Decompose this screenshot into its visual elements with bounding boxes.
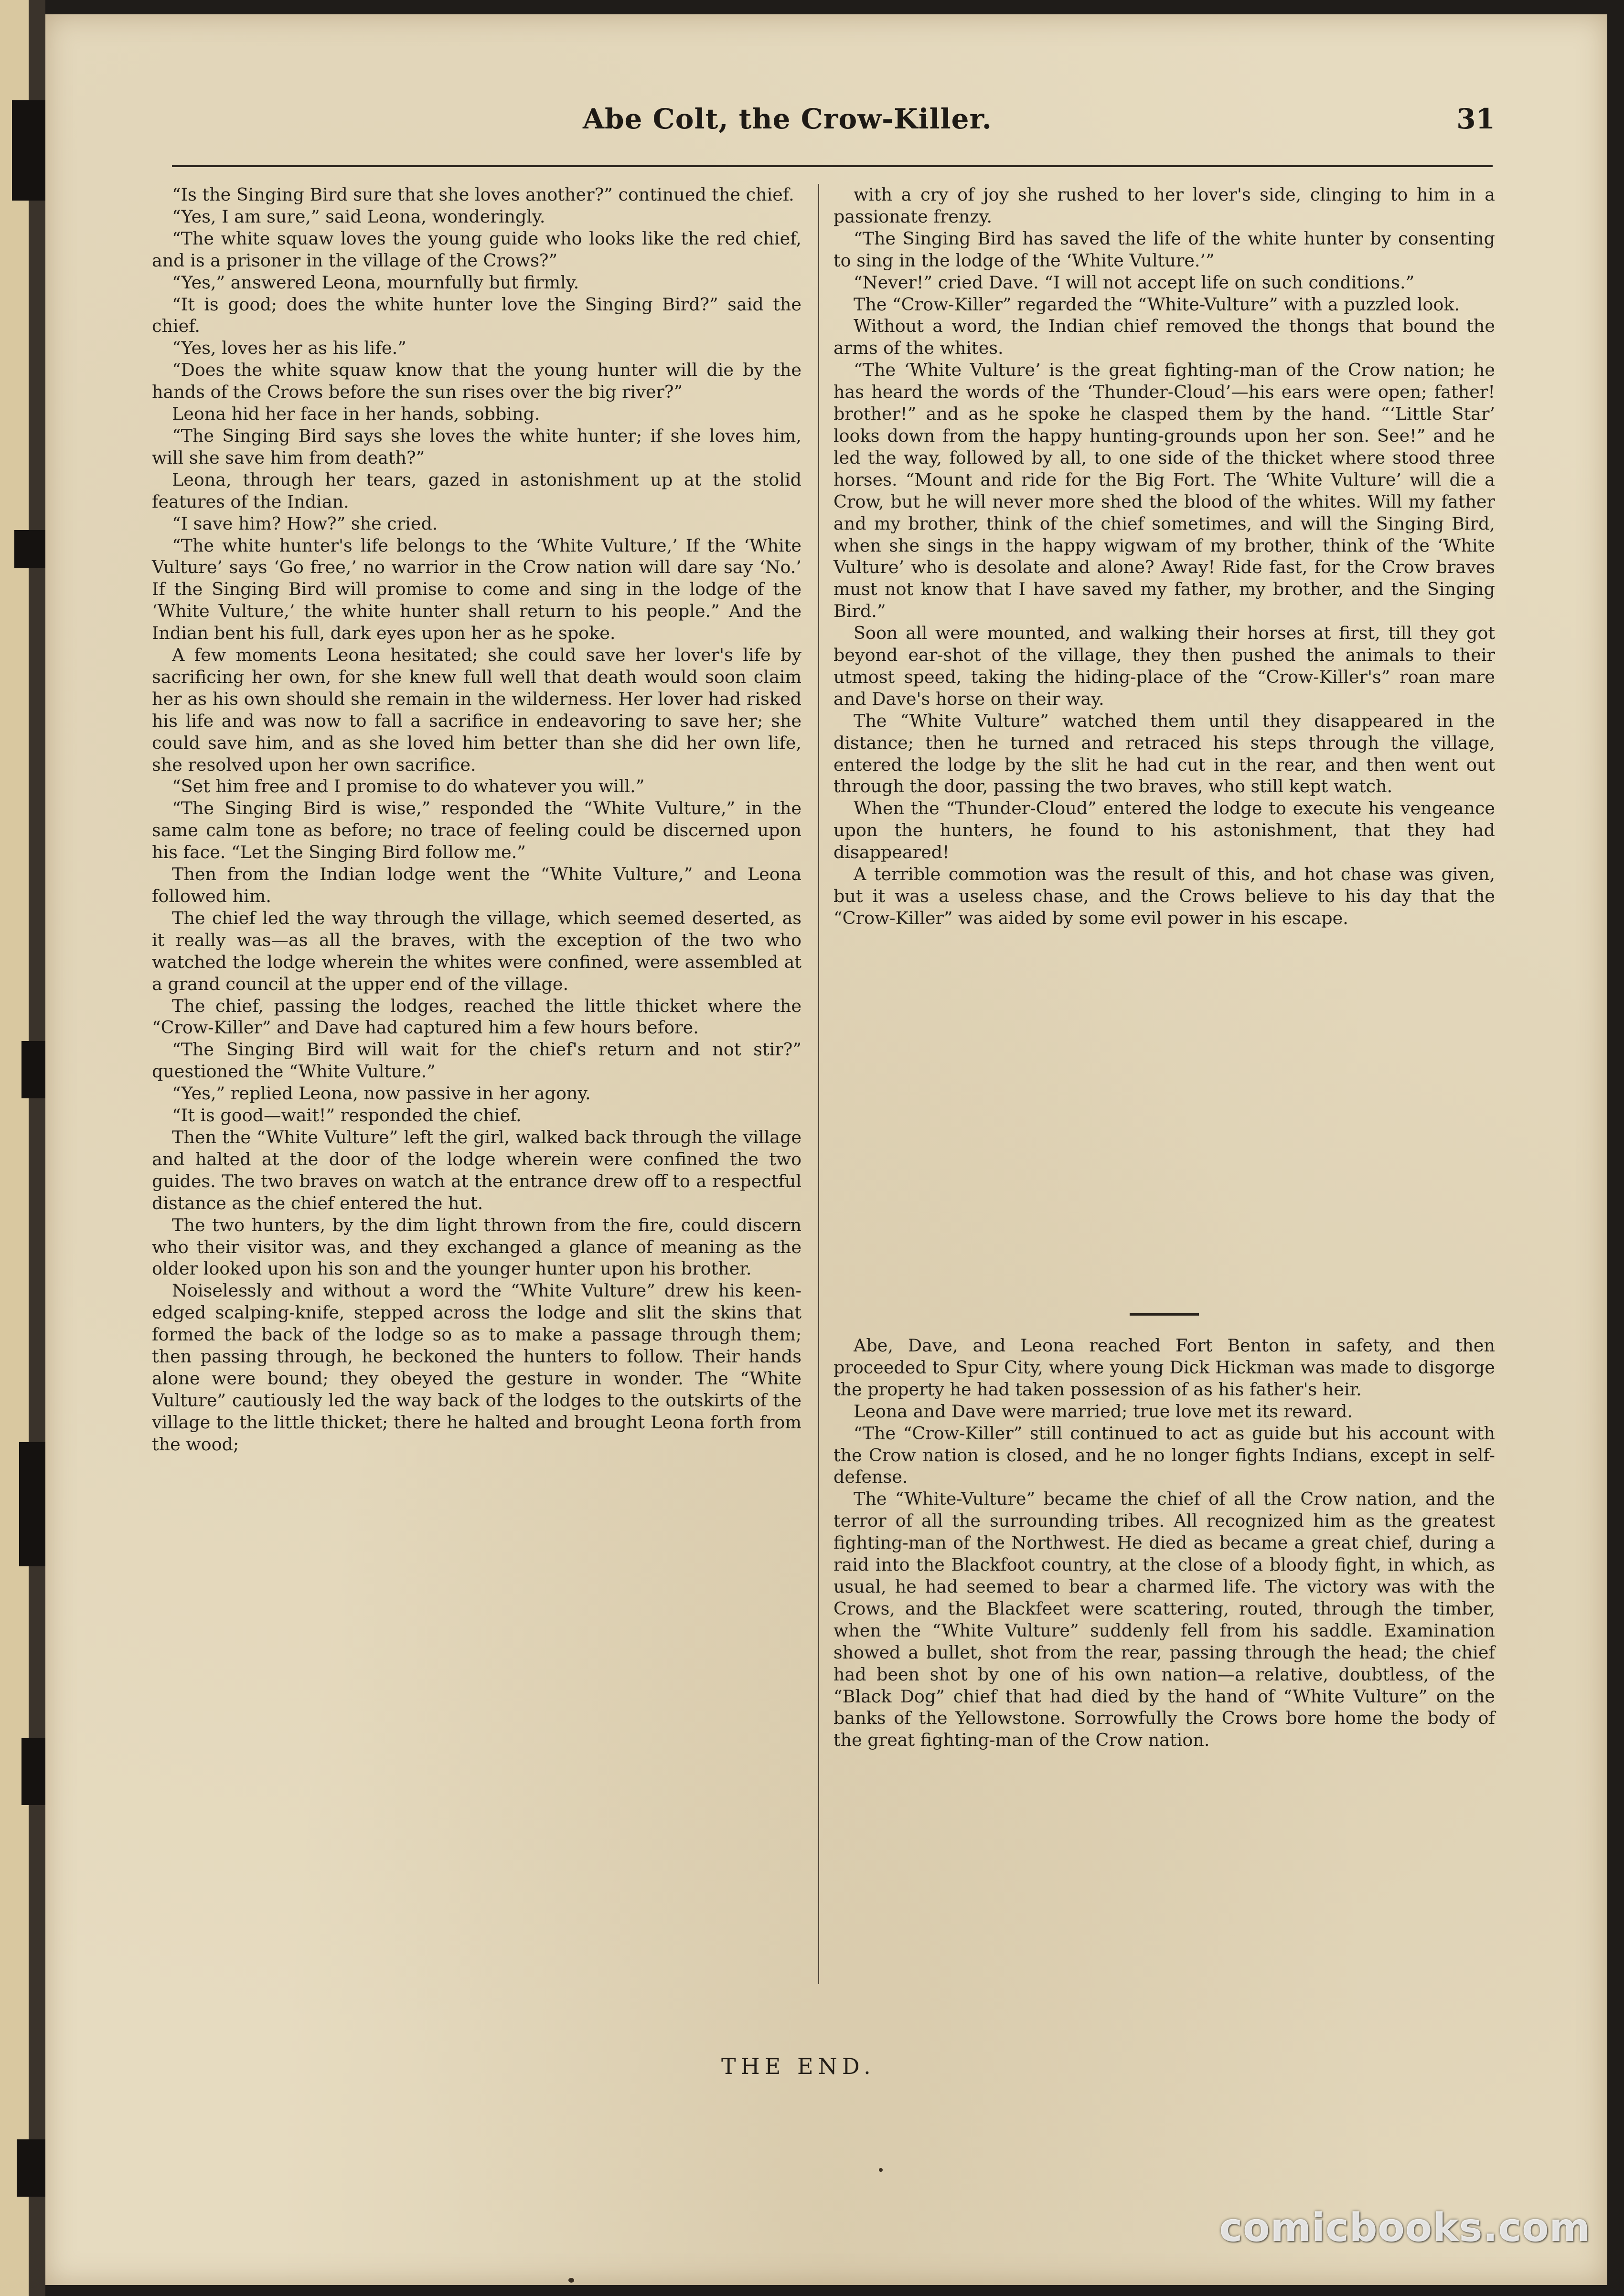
paragraph: “Yes,” replied Leona, now passive in her agony.	[172, 1083, 591, 1104]
binding-stain	[14, 530, 48, 568]
paragraph: “Yes, loves her as his life.”	[172, 338, 406, 359]
site-watermark: comicbooks.com	[1219, 2205, 1591, 2251]
paragraph: Abe, Dave, and Leona reached Fort Benton in safety, and then proceeded to Spur City, where young Dick Hickman was made to disgorge the property he had taken possession of as his father's heir.	[833, 1335, 1495, 1400]
the-end-label: THE END.	[721, 2053, 876, 2079]
paragraph: “I save him? How?” she cried.	[172, 513, 438, 534]
paragraph: Noiselessly and without a word the “White Vulture” drew his keen-edged scalping-knife, stepped across the lodge and slit the skins that formed the back of the lodge so as to make a passage through them; then passing through, he beckoned the hunters to follow. Their hands alone were bound; they obeyed the gesture in wonder. The “White Vulture” cautiously led the way back of the lodges to the outskirts of the village to the little thicket; there he halted and brought Leona forth from the wood;	[152, 1280, 801, 1455]
paragraph: “The Singing Bird is wise,” responded the “White Vulture,” in the same calm tone as before; no trace of feeling could be discerned upon his face. “Let the Singing Bird follow me.”	[152, 798, 801, 863]
paragraph: “The Singing Bird has saved the life of the white hunter by consenting to sing in the lodge of the ‘White Vulture.’”	[833, 228, 1495, 271]
running-title: Abe Colt, the Crow-Killer.	[583, 103, 993, 135]
paragraph: “The white hunter's life belongs to the ‘White Vulture,’ If the ‘White Vulture’ says ‘Go free,’ no warrior in the Crow nation will dare say ‘No.’ If the Singing Bird will promise to come and sing in the lodge of the ‘White Vulture,’ the white hunter shall return to his people.” And the Indian bent his full, dark eyes upon her as he spoke.	[152, 535, 801, 644]
paragraph: The two hunters, by the dim light thrown from the fire, could discern who their visitor was, and they exchanged a glance of meaning as the older looked upon his son and the younger hunter upon his brother.	[152, 1214, 801, 1279]
column-divider	[818, 184, 819, 1984]
facing-page-edge	[0, 0, 29, 2296]
paragraph: “Never!” cried Dave. “I will not accept life on such conditions.”	[854, 272, 1415, 293]
paper-speck	[879, 2168, 883, 2172]
paragraph: When the “Thunder-Cloud” entered the lodge to execute his vengeance upon the hunters, he found to his astonishment, that they had disappeared!	[833, 798, 1495, 863]
paragraph: “It is good; does the white hunter love the Singing Bird?” said the chief.	[152, 294, 801, 337]
paragraph: The chief, passing the lodges, reached the little thicket where the “Crow-Killer” and Dave had captured him a few hours before.	[152, 995, 801, 1038]
paragraph: “Is the Singing Bird sure that she loves another?” continued the chief.	[172, 184, 794, 205]
paragraph: A few moments Leona hesitated; she could save her lover's life by sacrificing her own, for she knew full well that death would soon claim her as his own should she remain in the wilderness. Her lover had risked his life and was now to fall a sacrifice in endeavoring to save her; she could save him, and as she loved him better than she did her own life, she resolved upon her own sacrifice.	[152, 645, 801, 775]
page-number: 31	[1456, 103, 1495, 135]
epilogue-column	[833, 1335, 1495, 1751]
section-divider	[1130, 1313, 1199, 1316]
paragraph: Leona and Dave were married; true love met its reward.	[854, 1401, 1353, 1422]
paragraph: The “White Vulture” watched them until they disappeared in the distance; then he turned and retraced his steps through the village, entered the lodge by the slit he had cut in the rear, and then went out through the door, passing the two braves, who still kept watch.	[833, 710, 1495, 797]
paragraph: “Yes,” answered Leona, mournfully but firmly.	[172, 272, 579, 293]
paragraph: Leona hid her face in her hands, sobbing.	[172, 404, 540, 425]
paragraph: “The “Crow-Killer” still continued to act as guide but his account with the Crow nation is closed, and he no longer fights Indians, except in self-defense.	[833, 1423, 1495, 1488]
paper-speck	[568, 2278, 574, 2283]
paragraph: Leona, through her tears, gazed in astonishment up at the stolid features of the Indian.	[152, 469, 801, 512]
paragraph: The chief led the way through the village, which seemed deserted, as it really was—as all the braves, with the exception of the two who watched the lodge wherein the whites were confined, were assembled at a grand council at the upper end of the village.	[152, 907, 801, 994]
paragraph: “The Singing Bird will wait for the chief's return and not stir?” questioned the “White Vulture.”	[152, 1039, 801, 1082]
page-header	[153, 103, 1495, 141]
paragraph: “It is good—wait!” responded the chief.	[172, 1105, 522, 1126]
paragraph: “The white squaw loves the young guide who looks like the red chief, and is a prisoner in the village of the Crows?”	[152, 228, 801, 271]
paragraph: “The Singing Bird says she loves the white hunter; if she loves him, will she save him from death?”	[152, 425, 801, 468]
left-column	[152, 184, 801, 1456]
paragraph: “The ‘White Vulture’ is the great fighting-man of the Crow nation; he has heard the words of the ‘Thunder-Cloud’—his ears were open; father! brother!” and as he spoke he clasped them by the hand. “‘Little Star’ looks down from the happy hunting-grounds upon her son. See!” and he led the way, followed by all, to one side of the thicket where stood three horses. “Mount and ride for the Big Fort. The ‘White Vulture’ will die a Crow, but he will never more shed the blood of the whites. Will my father and my brother, think of the chief sometimes, and will the Singing Bird, when she sings in the happy wigwam of my brother, think of the ‘White Vulture’ who is desolate and alone? Away! Ride fast, for the Crow braves must not know that I have saved my father, my brother, and the Singing Bird.”	[833, 360, 1495, 622]
paragraph: Then the “White Vulture” left the girl, walked back through the village and halted at the door of the lodge wherein were confined the two guides. The two braves on watch at the entrance drew off to a respectful distance as the chief entered the hut.	[152, 1127, 801, 1213]
paragraph: Soon all were mounted, and walking their horses at first, till they got beyond ear-shot of the village, they then pushed the animals to their utmost speed, taking the hiding-place of the “Crow-Killer's” roan mare and Dave's horse on their way.	[833, 623, 1495, 709]
paragraph: A terrible commotion was the result of this, and hot chase was given, but it was a useless chase, and the Crows believe to his day that the “Crow-Killer” was aided by some evil power in his escape.	[833, 864, 1495, 928]
paragraph: The “White-Vulture” became the chief of all the Crow nation, and the terror of all the surrounding tribes. All recognized him as the greatest fighting-man of the Northwest. He died as became a great chief, during a raid into the Blackfoot country, at the close of a bloody fight, in which, as usual, he had seemed to bear a charmed life. The victory was with the Crows, and the Blackfeet were scattering, routed, through the timber, when the “White Vulture” suddenly fell from his saddle. Examination showed a bullet, shot from the rear, passing through the head; the chief had been shot by one of his own nation—a relative, doubtless, of the “Black Dog” chief that had died by the hand of “White Vulture” on the banks of the Yellowstone. Sorrowfully the Crows bore home the body of the great fighting-man of the Crow nation.	[833, 1488, 1495, 1751]
paragraph: “Yes, I am sure,” said Leona, wonderingly.	[172, 206, 545, 227]
paragraph: Without a word, the Indian chief removed the thongs that bound the arms of the whites.	[833, 316, 1495, 359]
binding-shadow	[29, 0, 45, 2296]
right-column	[833, 184, 1495, 929]
paragraph: The “Crow-Killer” regarded the “White-Vulture” with a puzzled look.	[854, 294, 1460, 315]
binding-stain	[12, 100, 45, 201]
paragraph: “Does the white squaw know that the young hunter will die by the hands of the Crows before the sun rises over the big river?”	[152, 360, 801, 403]
paragraph: “Set him free and I promise to do whatever you will.”	[172, 776, 645, 797]
paragraph: Then from the Indian lodge went the “White Vulture,” and Leona followed him.	[152, 864, 801, 906]
header-rule	[172, 165, 1493, 167]
paragraph: with a cry of joy she rushed to her lover's side, clinging to him in a passionate frenzy.	[833, 184, 1495, 227]
